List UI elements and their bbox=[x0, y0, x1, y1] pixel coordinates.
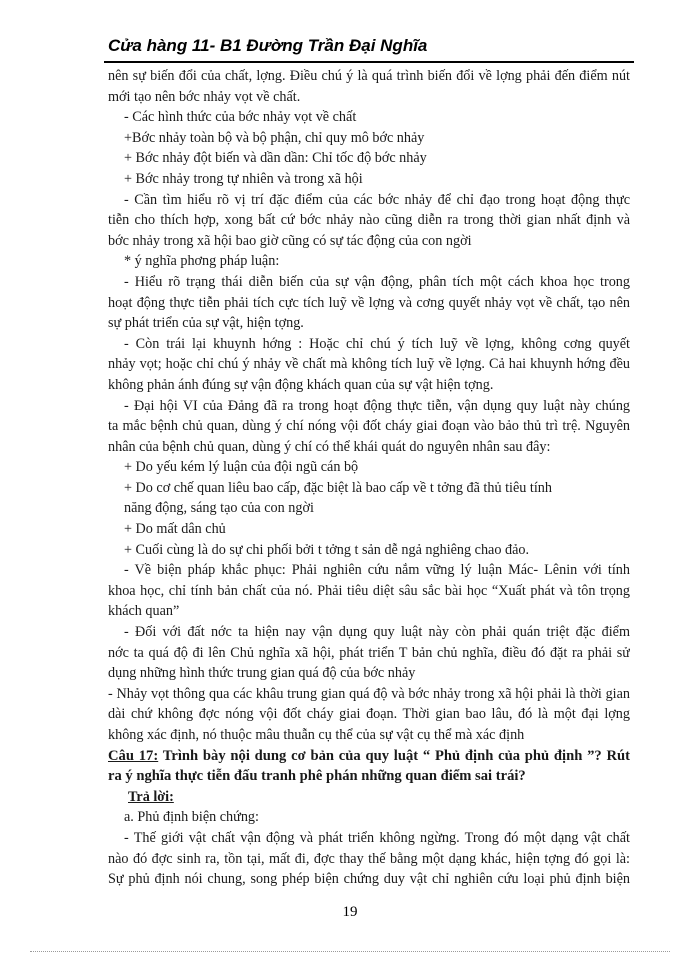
body-line-2: mới tạo nên bớc nhảy vọt về chất. bbox=[108, 88, 301, 105]
body-line-11: - Hiểu rõ trạng thái diễn biến của sự vận động, phân tích một cách khoa học trong bbox=[124, 273, 630, 290]
footer-rule bbox=[30, 951, 670, 952]
body-line-28: - Đối với đất nớc ta hiện nay vận dụng quy luật này còn phải quán triệt đặc điểm bbox=[124, 624, 630, 641]
body-line-20: + Do yếu kém lý luận của đội ngũ cán bộ bbox=[124, 459, 359, 476]
body-line-8: tiễn cho thích hợp, xong bất cứ bớc nhảy nào cũng diễn ra trong thời gian nhất định và bbox=[108, 212, 630, 229]
body-line-17: - Đại hội VI của Đảng đã ra trong hoạt động thực tiễn, vận dụng quy luật này chúng bbox=[124, 397, 630, 414]
body-line-7: - Cần tìm hiểu rõ vị trí đặc điểm của các bớc nhảy để chỉ đạo trong hoạt động thực bbox=[124, 191, 630, 208]
answer-line-2: - Thế giới vật chất vận động và phát triển không ngừng. Trong đó một dạng vật chất bbox=[124, 829, 630, 846]
answer-line-3: nào đó đợc sinh ra, tồn tại, mất đi, đợc thay thế bằng một dạng khác, hiện tợng đó gọi là: bbox=[108, 850, 630, 867]
answer-line-4: Sự phủ định nói chung, song phép biện chứng duy vật chỉ nghiên cứu loại phủ định biện bbox=[108, 871, 630, 888]
body-line-5: + Bớc nhảy đột biến và dần dần: Chỉ tốc độ bớc nhảy bbox=[124, 150, 427, 167]
body-line-12: hoạt động thực tiễn phải tích cực tích luỹ về lợng và cơng quyết nhảy vọt về chất, tạo nên bbox=[108, 294, 630, 311]
body-line-14: - Còn trái lại khuynh hớng : Hoặc chỉ chú ý tích luỹ về lợng, không cơng quyết bbox=[124, 335, 630, 352]
body-line-1: nên sự biến đổi của chất, lợng. Điều chú ý là quá trình biến đổi về lợng phải đến điểm nút bbox=[108, 68, 630, 84]
body-line-10: * ý nghĩa phơng pháp luận: bbox=[124, 253, 280, 270]
answer-label: Trả lời: bbox=[128, 788, 174, 805]
page-number: 19 bbox=[342, 904, 358, 920]
body-line-16: không phản ánh đúng sự vận động khách quan của sự vật hiện tợng. bbox=[108, 376, 494, 393]
body-line-3: - Các hình thức của bớc nhảy vọt về chất bbox=[124, 109, 357, 126]
question-heading-line-2: ra ý nghĩa thực tiễn đấu tranh phê phán những quan điểm sai trái? bbox=[108, 768, 526, 785]
body-line-15: nhảy vọt; hoặc chỉ chú ý nhảy về chất mà không tích luỹ về lợng. Cả hai khuynh hớng đều bbox=[108, 356, 630, 373]
body-line-26: khoa học, chỉ tính bản chất của nó. Phải tiêu diệt sâu sắc bài học “Xuất phát và tôn trọng bbox=[108, 582, 630, 599]
header-rule bbox=[104, 61, 634, 63]
body-line-9: bớc nhảy trong xã hội bao giờ cũng có sự tác động của con ngời bbox=[108, 232, 472, 249]
body-line-21: + Do cơ chế quan liêu bao cấp, đặc biệt là bao cấp về t tởng đã thủ tiêu tính bbox=[124, 479, 552, 496]
body-line-31: - Nhảy vọt thông qua các khâu trung gian quá độ và bớc nhảy trong xã hội phải là thời gian bbox=[108, 685, 630, 702]
body-line-4: +Bớc nhảy toàn bộ và bộ phận, chỉ quy mô bớc nhảy bbox=[124, 129, 425, 146]
body-line-13: sự phát triển của sự vật, hiện tợng. bbox=[108, 315, 304, 332]
body-line-33: không xác định, nó thuộc mâu thuẫn cụ thể của sự vật cụ thể mà xác định bbox=[108, 727, 525, 743]
body-line-25: - Về biện pháp khắc phục: Phải nghiên cứu nắm vững lý luận Mác- Lênin với tính bbox=[124, 562, 630, 579]
page-header-title: Cửa hàng 11- B1 Đường Trần Đại Nghĩa bbox=[108, 36, 428, 55]
body-line-29: nớc ta quá độ đi lên Chủ nghĩa xã hội, phát triển T bản chủ nghĩa, điều đó đặt ra phải sử bbox=[108, 644, 630, 661]
answer-label-line bbox=[108, 787, 630, 808]
answer-line-1: a. Phủ định biện chứng: bbox=[124, 809, 259, 826]
body-line-22: năng động, sáng tạo của con ngời bbox=[124, 500, 314, 517]
document-body bbox=[108, 66, 630, 890]
body-line-27: khách quan” bbox=[108, 603, 180, 620]
body-line-19: nhân của bệnh chủ quan, dùng ý chí có thể khái quát do nguyên nhân sau đây: bbox=[108, 438, 551, 455]
question-heading-line-1 bbox=[108, 746, 630, 767]
body-line-32: dài chứ không đợc nóng vội đốt cháy giai đoạn. Thời gian bao lâu, đó là một đại lợng bbox=[108, 706, 630, 723]
body-line-24: + Cuối cùng là do sự chi phối bởi t tởng t sản dễ ngả nghiêng chao đảo. bbox=[124, 541, 530, 558]
body-line-23: + Do mất dân chủ bbox=[124, 521, 226, 538]
body-line-18: ta mắc bệnh chủ quan, dùng ý chí nóng vội đốt cháy giai đoạn vào bảo thủ trì trệ. Nguyên bbox=[108, 418, 630, 435]
body-line-6: + Bớc nhảy trong tự nhiên và trong xã hội bbox=[124, 170, 363, 187]
question-title-part-1: Trình bày nội dung cơ bản của quy luật “ Phủ định của phủ định ”? Rút bbox=[158, 747, 630, 764]
body-line-30: dụng những hình thức trung gian quá độ của bớc nhảy bbox=[108, 665, 416, 682]
question-number: Câu 17: bbox=[108, 747, 159, 764]
